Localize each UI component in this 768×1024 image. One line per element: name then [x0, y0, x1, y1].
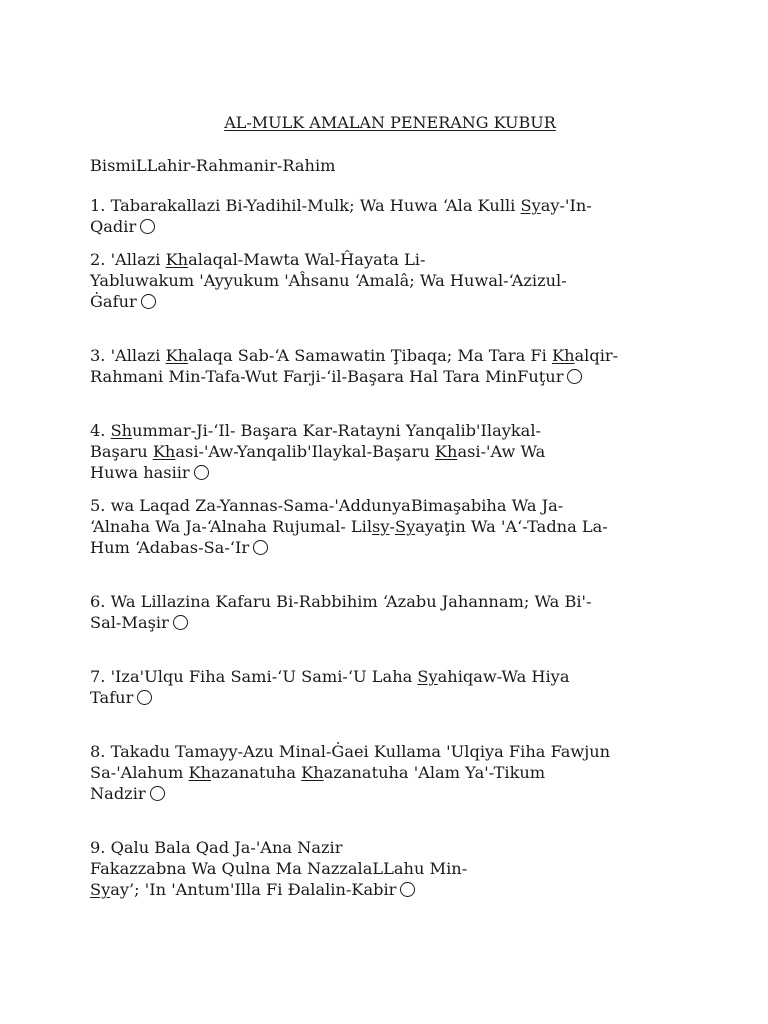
verse-line — [90, 666, 690, 687]
basmala-line: BismiLLahir-Rahmanir-Rahim — [90, 156, 336, 175]
verse-line — [90, 612, 690, 633]
underlined-letters: Sy — [417, 667, 438, 686]
verse-line — [90, 762, 690, 783]
verse-end-circle-icon — [253, 540, 268, 555]
verse-text: ahiqaw-Wa Hiya — [437, 667, 570, 686]
verse-line — [90, 837, 690, 858]
verse-line — [90, 216, 690, 237]
verse-text: Sa-'Alahum — [90, 763, 189, 782]
underlined-letters: Kh — [301, 763, 324, 782]
underlined-letters: Kh — [165, 346, 189, 365]
verse-spacer — [90, 483, 690, 495]
verse-end-circle-icon — [567, 369, 582, 384]
underlined-letters: sy — [372, 517, 390, 536]
verse-3 — [90, 345, 690, 387]
verse-text: ayaţin Wa 'A‘-Tadna La- — [415, 517, 608, 536]
verse-spacer — [90, 633, 690, 666]
verse-text: Qadir — [90, 217, 137, 236]
underlined-letters: Sy — [520, 196, 541, 215]
verse-text: 5. wa Laqad Za-Yannas-Sama-'AddunyaBimaşabiha Wa Ja- — [90, 496, 564, 515]
verse-line — [90, 858, 690, 879]
verse-9 — [90, 837, 690, 900]
verse-text: 2. 'Allazi — [90, 250, 166, 269]
verse-line — [90, 249, 690, 270]
verse-text: Sal-Maşir — [90, 613, 169, 632]
verse-text: ay-'In- — [540, 196, 592, 215]
verse-end-circle-icon — [400, 882, 415, 897]
verse-text: 9. Qalu Bala Qad Ja-'Ana Nazir — [90, 838, 343, 857]
verse-text: Rahmani Min-Tafa-Wut Farji-‘il-Başara Hal Tara MinFuţur — [90, 367, 564, 386]
verse-end-circle-icon — [140, 219, 155, 234]
underlined-letters: Kh — [152, 442, 176, 461]
verse-line — [90, 537, 690, 558]
verse-end-circle-icon — [194, 465, 209, 480]
underlined-letters: Kh — [551, 346, 575, 365]
verse-line — [90, 270, 690, 291]
verse-text: Ġafur — [90, 292, 137, 311]
verse-1 — [90, 195, 690, 237]
verse-line — [90, 345, 690, 366]
verse-8 — [90, 741, 690, 804]
verse-line — [90, 741, 690, 762]
verse-6 — [90, 591, 690, 633]
verse-text: alaqal-Mawta Wal-Ĥayata Li- — [188, 250, 426, 269]
underlined-letters: Kh — [165, 250, 189, 269]
verse-text: asi-'Aw-Yanqalib'Ilaykal-Başaru — [175, 442, 435, 461]
verse-text: Nadzir — [90, 784, 146, 803]
verse-text: azanatuha — [211, 763, 302, 782]
verse-end-circle-icon — [141, 294, 156, 309]
verse-line — [90, 687, 690, 708]
verse-text: asi-'Aw Wa — [457, 442, 546, 461]
underlined-letters: Sy — [394, 517, 416, 536]
verse-text: alqir- — [574, 346, 619, 365]
verse-end-circle-icon — [137, 690, 152, 705]
verse-text: ‘Alnaha Wa Ja-‘Alnaha Rujumal- Lil — [90, 517, 373, 536]
verse-text: 7. 'Iza'Ulqu Fiha Sami-‘U Sami-‘U Laha — [90, 667, 418, 686]
verse-end-circle-icon — [173, 615, 188, 630]
verse-7 — [90, 666, 690, 708]
verse-text: Fakazzabna Wa Qulna Ma NazzalaLLahu Min- — [90, 859, 468, 878]
verse-line — [90, 879, 690, 900]
verse-spacer — [90, 312, 690, 345]
verse-spacer — [90, 804, 690, 837]
underlined-letters: Sy — [90, 880, 111, 899]
verse-text: ummar-Ji-‘Il- Başara Kar-Ratayni Yanqalib'Ilaykal- — [132, 421, 541, 440]
verse-spacer — [90, 387, 690, 420]
verse-text: - — [389, 517, 395, 536]
verse-text: 8. Takadu Tamayy-Azu Minal-Ġaei Kullama 'Ulqiya Fiha Fawjun — [90, 742, 611, 761]
verse-line — [90, 462, 690, 483]
verse-text: Yabluwakum 'Ayyukum 'Aĥsanu ‘Amalâ; Wa Huwal-‘Azizul- — [90, 271, 567, 290]
verse-2 — [90, 249, 690, 312]
verse-4 — [90, 420, 690, 483]
verse-line — [90, 441, 690, 462]
verse-text: ay’; 'In 'Antum'Illa Fi Đalalin-Kabir — [110, 880, 397, 899]
verse-line — [90, 516, 690, 537]
verse-spacer — [90, 558, 690, 591]
underlined-letters: Kh — [188, 763, 212, 782]
verse-spacer — [90, 708, 690, 741]
verse-line — [90, 495, 690, 516]
underlined-letters: Sh — [110, 421, 133, 440]
document-page — [90, 112, 690, 900]
verse-line — [90, 195, 690, 216]
verse-line — [90, 591, 690, 612]
verse-text: azanatuha 'Alam Ya'-Tikum — [323, 763, 546, 782]
verse-text: 3. 'Allazi — [90, 346, 166, 365]
verse-text: alaqa Sab-‘A Samawatin Ţibaqa; Ma Tara Fi — [188, 346, 552, 365]
verse-text: Huwa hasiir — [90, 463, 190, 482]
verse-list — [90, 195, 690, 900]
verse-line — [90, 783, 690, 804]
verse-text: Hum ‘Adabas-Sa-‘Ir — [90, 538, 250, 557]
verse-line — [90, 420, 690, 441]
verse-text: Tafur — [90, 688, 134, 707]
verse-spacer — [90, 237, 690, 249]
underlined-letters: Kh — [434, 442, 458, 461]
verse-text: 4. — [90, 421, 111, 440]
verse-text: 6. Wa Lillazina Kafaru Bi-Rabbihim ‘Azabu Jahannam; Wa Bi'- — [90, 592, 592, 611]
verse-line — [90, 291, 690, 312]
verse-text: Başaru — [90, 442, 153, 461]
verse-end-circle-icon — [150, 786, 165, 801]
document-title: AL-MULK AMALAN PENERANG KUBUR — [224, 113, 556, 132]
verse-text: 1. Tabarakallazi Bi-Yadihil-Mulk; Wa Huwa ‘Ala Kulli — [90, 196, 521, 215]
verse-5 — [90, 495, 690, 558]
verse-line — [90, 366, 690, 387]
